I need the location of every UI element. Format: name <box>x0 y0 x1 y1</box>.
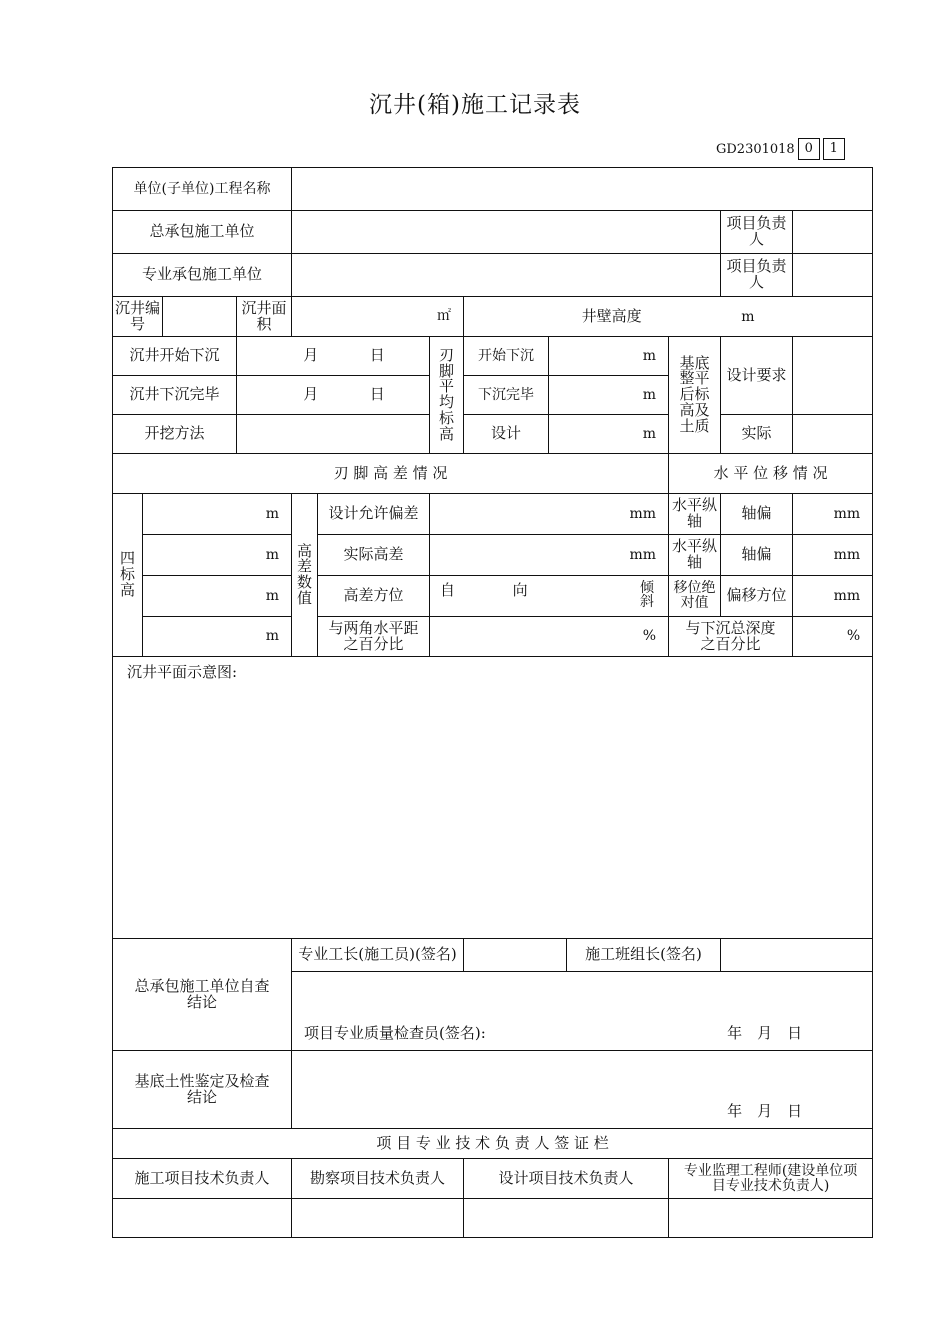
field-offset-dir[interactable]: mm <box>793 576 873 617</box>
field-design-req[interactable] <box>793 337 873 415</box>
field-diff-direction[interactable] <box>430 576 669 617</box>
label-sig-survey: 勘察项目技术负责人 <box>292 1159 464 1199</box>
label-finish-sink: 沉井下沉完毕 <box>113 376 237 415</box>
field-elev-4[interactable]: m <box>143 617 292 657</box>
label-horiz-axis-2: 水平纵轴 <box>669 535 721 576</box>
field-sub-contractor[interactable] <box>292 254 721 297</box>
wall-height-cell <box>464 297 873 337</box>
label-well-area: 沉井面积 <box>237 297 292 337</box>
label-wall-height: 井壁高度 <box>581 306 642 325</box>
form-code-box-2[interactable]: 1 <box>823 138 845 160</box>
label-project-name: 单位(子单位)工程名称 <box>113 168 292 211</box>
field-start-sink-date[interactable] <box>237 337 430 376</box>
label-foreman: 专业工长(施工员)(签名) <box>292 939 464 972</box>
heading-horizontal-disp: 水 平 位 移 情 况 <box>669 454 873 494</box>
heading-blade-diff: 刃 脚 高 差 情 况 <box>113 454 669 494</box>
label-offset-dir: 偏移方位 <box>721 576 793 617</box>
label-sub-contractor: 专业承包施工单位 <box>113 254 292 297</box>
label-sig-construction: 施工项目技术负责人 <box>113 1159 292 1199</box>
field-actual[interactable] <box>793 415 873 454</box>
label-four-elev: 四标高 <box>113 494 143 657</box>
wall-height-unit[interactable]: m <box>741 308 755 325</box>
field-finish-sink-date[interactable] <box>237 376 430 415</box>
finish-day: 日 <box>369 385 385 404</box>
page-title: 沉井(箱)施工记录表 <box>369 92 581 118</box>
field-well-no[interactable] <box>163 297 237 337</box>
field-soil-check[interactable] <box>292 1051 873 1129</box>
label-finish-sink-short: 下沉完毕 <box>464 376 549 415</box>
self-check-date: 年 月 日 <box>727 1024 803 1043</box>
start-month: 月 <box>303 346 319 365</box>
field-finish-sink-elev[interactable]: m <box>549 376 669 415</box>
field-self-check[interactable] <box>292 972 873 1051</box>
field-project-manager[interactable] <box>793 211 873 254</box>
dir-from: 自 <box>440 581 456 599</box>
record-form <box>112 167 873 1238</box>
field-sig-supervisor[interactable] <box>669 1199 873 1238</box>
label-general-contractor: 总承包施工单位 <box>113 211 292 254</box>
field-elev-2[interactable]: m <box>143 535 292 576</box>
label-pct-two-corners: 与两角水平距之百分比 <box>318 617 430 657</box>
label-soil-check: 基底土性鉴定及检查结论 <box>113 1051 292 1129</box>
label-self-check: 总承包施工单位自查结论 <box>113 939 292 1051</box>
label-pct-total-depth: 与下沉总深度之百分比 <box>669 617 793 657</box>
label-horiz-axis: 水平纵轴 <box>669 494 721 535</box>
field-sig-design[interactable] <box>464 1199 669 1238</box>
label-actual-diff: 实际高差 <box>318 535 430 576</box>
label-well-no: 沉井编号 <box>113 297 163 337</box>
label-qc-inspector: 项目专业质量检查员(签名): <box>304 1024 486 1043</box>
field-excavation[interactable] <box>237 415 430 454</box>
field-start-sink-elev[interactable]: m <box>549 337 669 376</box>
label-axis-dev-2: 轴偏 <box>721 535 793 576</box>
label-team-leader: 施工班组长(签名) <box>567 939 721 972</box>
label-start-sink: 沉井开始下沉 <box>113 337 237 376</box>
label-allowed-dev: 设计允许偏差 <box>318 494 430 535</box>
dir-tilt: 倾斜 <box>640 580 654 610</box>
field-pct-total-depth[interactable]: % <box>793 617 873 657</box>
label-diff-direction: 高差方位 <box>318 576 430 617</box>
finish-month: 月 <box>303 385 319 404</box>
field-axis-dev[interactable]: mm <box>793 494 873 535</box>
form-code-box-1[interactable]: 0 <box>798 138 820 160</box>
label-diff-value: 高差数值 <box>292 494 318 657</box>
field-foreman-sign[interactable] <box>464 939 567 972</box>
plan-sketch-area[interactable]: 沉井平面示意图: <box>113 657 873 939</box>
label-sig-supervisor: 专业监理工程师(建设单位项目专业技术负责人) <box>669 1159 873 1199</box>
label-actual: 实际 <box>721 415 793 454</box>
start-day: 日 <box>369 346 385 365</box>
label-base-level: 基底整平后标高及土质 <box>669 337 721 454</box>
form-code <box>716 137 845 161</box>
field-well-area[interactable]: ㎡ <box>292 297 464 337</box>
field-elev-1[interactable]: m <box>143 494 292 535</box>
label-blade-avg-elev: 刃脚平均标高 <box>430 337 464 454</box>
label-axis-dev: 轴偏 <box>721 494 793 535</box>
field-allowed-dev[interactable]: mm <box>430 494 669 535</box>
field-sig-survey[interactable] <box>292 1199 464 1238</box>
field-axis-dev-2[interactable]: mm <box>793 535 873 576</box>
field-sig-construction[interactable] <box>113 1199 292 1238</box>
label-project-manager-2: 项目负责人 <box>721 254 793 297</box>
label-excavation: 开挖方法 <box>113 415 237 454</box>
field-project-manager-2[interactable] <box>793 254 873 297</box>
label-design: 设计 <box>464 415 549 454</box>
field-team-leader-sign[interactable] <box>721 939 873 972</box>
soil-check-date: 年 月 日 <box>727 1102 803 1121</box>
field-design-elev[interactable]: m <box>549 415 669 454</box>
field-pct-two-corners[interactable]: % <box>430 617 669 657</box>
field-general-contractor[interactable] <box>292 211 721 254</box>
label-disp-abs: 移位绝对值 <box>669 576 721 617</box>
form-code-number: GD2301018 <box>716 141 795 157</box>
field-elev-3[interactable]: m <box>143 576 292 617</box>
label-sig-design: 设计项目技术负责人 <box>464 1159 669 1199</box>
field-project-name[interactable] <box>292 168 873 211</box>
field-actual-diff[interactable]: mm <box>430 535 669 576</box>
label-design-req: 设计要求 <box>721 337 793 415</box>
label-start-sink-short: 开始下沉 <box>464 337 549 376</box>
dir-to: 向 <box>512 581 528 599</box>
heading-tech-sign: 项 目 专 业 技 术 负 责 人 签 证 栏 <box>113 1129 873 1159</box>
label-project-manager: 项目负责人 <box>721 211 793 254</box>
